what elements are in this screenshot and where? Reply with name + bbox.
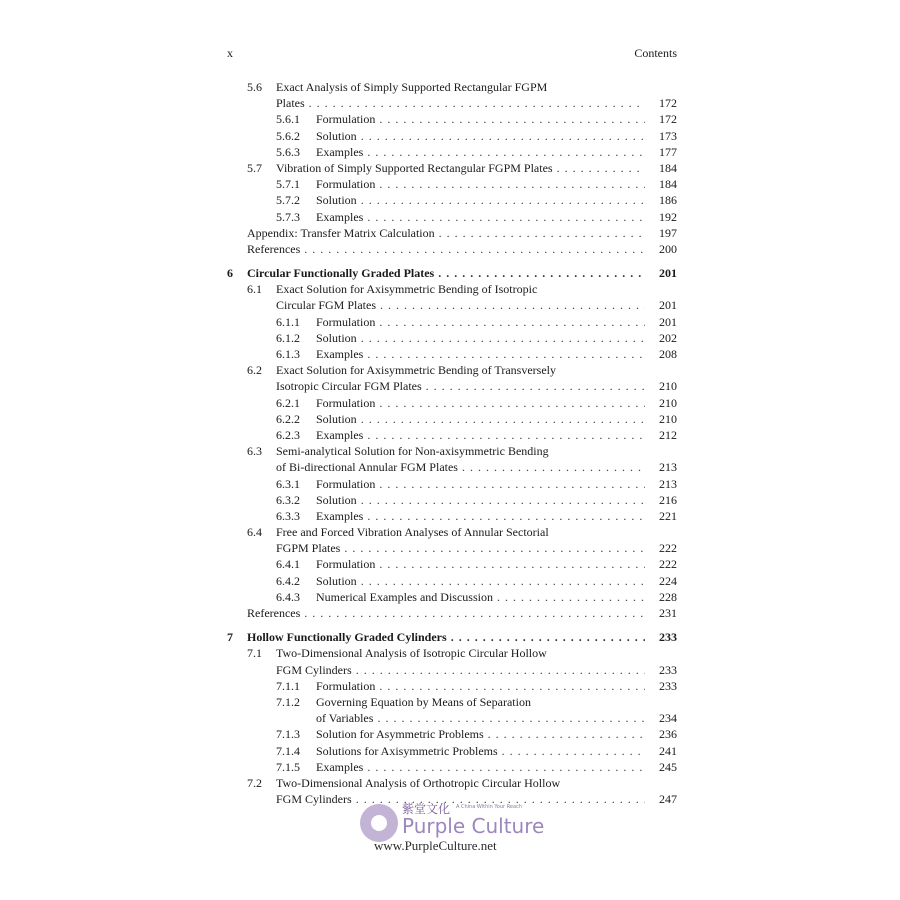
toc-entry-title: FGM Cylinders [276, 792, 352, 807]
toc-entry-title: Examples [316, 759, 364, 774]
dot-leader [377, 710, 645, 726]
toc-entry-row[interactable] [227, 443, 677, 459]
toc-page-number: 172 [659, 96, 677, 111]
dot-leader [304, 605, 645, 621]
dot-leader [367, 508, 645, 524]
chapter-gap [227, 621, 677, 629]
dot-leader [344, 540, 645, 556]
toc-page-number: 241 [659, 743, 677, 758]
toc-page-number: 224 [659, 573, 677, 588]
toc-page-number: 197 [659, 225, 677, 240]
page-header [227, 46, 677, 64]
dot-leader [367, 346, 645, 362]
watermark-slogan: A China Within Your Reach [456, 804, 522, 810]
toc-entry-row[interactable] [227, 492, 677, 508]
toc-entry-title: Solution [316, 573, 357, 588]
dot-leader [557, 160, 645, 176]
dot-leader [379, 678, 645, 694]
toc-entry-title: Solutions for Axisymmetric Problems [316, 743, 498, 758]
toc-entry-number: 7.1 [247, 646, 262, 661]
toc-page-number: 202 [659, 330, 677, 345]
toc-entry-title: Two-Dimensional Analysis of Isotropic Circular Hollow [276, 646, 547, 661]
toc-entry-number: 6.1.3 [276, 347, 300, 361]
toc-entry-number: 6 [227, 266, 233, 281]
dot-leader [379, 111, 645, 127]
toc-entry-number: 5.6.1 [276, 112, 300, 127]
toc-page-number: 236 [659, 727, 677, 742]
toc-entry-row[interactable] [227, 95, 677, 111]
toc-entry-number: 6.3.2 [276, 492, 300, 507]
toc-entry-row[interactable] [227, 775, 677, 791]
toc-entry-title: Governing Equation by Means of Separation [316, 694, 531, 709]
watermark-logo-icon [360, 804, 398, 842]
toc-entry-title: Two-Dimensional Analysis of Orthotropic Circular Hollow [276, 775, 561, 790]
dot-leader [361, 192, 645, 208]
toc-entry-row[interactable] [227, 297, 677, 313]
toc-entry-row[interactable] [227, 160, 677, 176]
toc-entry-row[interactable] [227, 225, 677, 241]
toc-entry-title: FGPM Plates [276, 541, 341, 556]
toc-entry-title: Solution [316, 411, 357, 426]
toc-entry-row[interactable] [227, 589, 677, 605]
toc-entry-number: 5.6.2 [276, 128, 300, 143]
toc-page-number: 228 [659, 589, 677, 604]
toc-entry-number: 6.4.1 [276, 557, 300, 572]
watermark-brand: Purple Culture [402, 814, 545, 838]
watermark-chinese: 紫堂文化 [402, 802, 451, 816]
toc-entry-row[interactable] [227, 524, 677, 540]
dot-leader [367, 209, 645, 225]
toc-entry-row[interactable] [227, 459, 677, 475]
toc-entry-title: Exact Solution for Axisymmetric Bending of Isotropic [276, 282, 538, 297]
toc-page-number: 213 [659, 476, 677, 491]
dot-leader [361, 573, 645, 589]
toc-entry-row[interactable] [227, 694, 677, 710]
toc-page-number: 200 [659, 241, 677, 256]
toc-entry-number: 6.1 [247, 282, 262, 297]
toc-entry-number: 6.2.1 [276, 395, 300, 410]
toc-entry-title: Free and Forced Vibration Analyses of Annular Sectorial [276, 525, 549, 540]
toc-page-number: 221 [659, 508, 677, 523]
toc-entry-row[interactable] [227, 743, 677, 759]
dot-leader [356, 662, 645, 678]
dot-leader [379, 395, 645, 411]
toc-chapter-row[interactable] [227, 265, 677, 281]
toc-page-number: 192 [659, 209, 677, 224]
toc-entry-number: 7.1.3 [276, 727, 300, 742]
toc-entry-number: 6.1.1 [276, 314, 300, 329]
toc-entry-number: 6.4.2 [276, 573, 300, 588]
toc-page-number: 201 [659, 298, 677, 313]
table-of-contents [227, 79, 677, 807]
toc-entry-number: 7.1.2 [276, 694, 300, 709]
toc-entry-title: FGM Cylinders [276, 662, 352, 677]
toc-entry-row[interactable] [227, 605, 677, 621]
toc-entry-title: Solution [316, 128, 357, 143]
toc-entry-title: Examples [316, 508, 364, 523]
toc-page-number: 184 [659, 160, 677, 175]
toc-entry-number: 6.2.2 [276, 411, 300, 426]
toc-entry-row[interactable] [227, 573, 677, 589]
toc-entry-row[interactable] [227, 726, 677, 742]
toc-entry-number: 7.1.5 [276, 759, 300, 774]
toc-entry-row[interactable] [227, 662, 677, 678]
dot-leader [361, 492, 645, 508]
toc-page-number: 210 [659, 411, 677, 426]
toc-entry-title: Plates [276, 96, 305, 111]
dot-leader [361, 128, 645, 144]
toc-entry-number: 6.3 [247, 444, 262, 459]
toc-page-number: 210 [659, 395, 677, 410]
toc-entry-title: Solution [316, 492, 357, 507]
toc-entry-number: 7.1.1 [276, 678, 300, 693]
toc-entry-title: References [247, 241, 301, 256]
toc-entry-row[interactable] [227, 241, 677, 257]
toc-entry-row[interactable] [227, 209, 677, 225]
toc-chapter-row[interactable] [227, 629, 677, 645]
toc-entry-row[interactable] [227, 411, 677, 427]
toc-page-number: 216 [659, 492, 677, 507]
toc-entry-row[interactable] [227, 176, 677, 192]
dot-leader [380, 297, 645, 313]
toc-entry-title: Examples [316, 347, 364, 361]
toc-entry-number: 5.7.2 [276, 193, 300, 208]
toc-page-number: 233 [659, 678, 677, 693]
toc-page-number: 184 [659, 177, 677, 192]
toc-entry-row[interactable] [227, 540, 677, 556]
dot-leader [379, 176, 645, 192]
toc-entry-row[interactable] [227, 645, 677, 661]
dot-leader [438, 265, 645, 281]
toc-page-number: 172 [659, 112, 677, 127]
toc-entry-title: Appendix: Transfer Matrix Calculation [247, 225, 435, 240]
toc-entry-number: 5.6 [247, 80, 262, 94]
dot-leader [379, 314, 645, 330]
toc-entry-number: 7.2 [247, 775, 262, 790]
dot-leader [502, 743, 645, 759]
toc-entry-number: 5.7.3 [276, 209, 300, 224]
toc-entry-title: Formulation [316, 678, 376, 693]
toc-entry-number: 5.7.1 [276, 177, 300, 192]
toc-entry-title: Circular Functionally Graded Plates [247, 266, 435, 281]
toc-entry-title: Semi-analytical Solution for Non-axisymmetric Bending [276, 444, 549, 459]
toc-entry-title: Examples [316, 209, 364, 224]
toc-page-number: 177 [659, 144, 677, 159]
toc-entry-number: 5.7 [247, 160, 262, 175]
toc-page-number: 201 [659, 266, 677, 281]
toc-page-number: 201 [659, 314, 677, 329]
toc-entry-title: of Bi-directional Annular FGM Plates [276, 460, 458, 475]
chapter-gap [227, 257, 677, 265]
dot-leader [304, 241, 645, 257]
toc-page-number: 233 [659, 630, 677, 645]
toc-page-number: 213 [659, 460, 677, 475]
toc-entry-number: 6.4 [247, 525, 262, 540]
toc-page-number: 186 [659, 193, 677, 208]
toc-entry-row[interactable] [227, 144, 677, 160]
toc-entry-number: 6.1.2 [276, 330, 300, 345]
toc-entry-title: Isotropic Circular FGM Plates [276, 379, 422, 394]
toc-entry-row[interactable] [227, 378, 677, 394]
toc-entry-row[interactable] [227, 362, 677, 378]
dot-leader [497, 589, 645, 605]
toc-page-number: 208 [659, 347, 677, 361]
toc-entry-title: Exact Analysis of Simply Supported Rectangular FGPM [276, 80, 548, 94]
dot-leader [367, 427, 645, 443]
toc-entry-number: 6.4.3 [276, 589, 300, 604]
toc-entry-row[interactable] [227, 111, 677, 127]
toc-page-number: 234 [659, 711, 677, 726]
toc-entry-row[interactable] [227, 476, 677, 492]
toc-entry-title: of Variables [316, 711, 374, 726]
dot-leader [367, 759, 645, 775]
toc-entry-number: 6.3.3 [276, 508, 300, 523]
dot-leader [361, 330, 645, 346]
dot-leader [439, 225, 645, 241]
dot-leader [379, 476, 645, 492]
toc-entry-title: Circular FGM Plates [276, 298, 376, 313]
toc-entry-title: Solution [316, 330, 357, 345]
toc-entry-title: References [247, 606, 301, 620]
toc-entry-title: Examples [316, 427, 364, 442]
toc-entry-row[interactable] [227, 759, 677, 775]
toc-entry-row[interactable] [227, 556, 677, 572]
toc-entry-title: Hollow Functionally Graded Cylinders [247, 630, 447, 645]
toc-page-number: 222 [659, 557, 677, 572]
toc-page-number: 245 [659, 759, 677, 774]
toc-entry-row[interactable] [227, 346, 677, 362]
toc-entry-row[interactable] [227, 192, 677, 208]
dot-leader [309, 95, 645, 111]
toc-entry-number: 5.6.3 [276, 144, 300, 159]
toc-page-number: 231 [659, 606, 677, 620]
watermark [360, 800, 560, 858]
toc-entry-title: Solution for Asymmetric Problems [316, 727, 484, 742]
toc-page-number: 233 [659, 662, 677, 677]
toc-entry-number: 7 [227, 630, 233, 645]
toc-entry-title: Vibration of Simply Supported Rectangular FGPM Plates [276, 160, 553, 175]
toc-entry-title: Formulation [316, 177, 376, 192]
toc-entry-row[interactable] [227, 508, 677, 524]
running-head: Contents [634, 46, 677, 60]
toc-entry-title: Numerical Examples and Discussion [316, 589, 493, 604]
dot-leader [361, 411, 645, 427]
toc-entry-row[interactable] [227, 678, 677, 694]
toc-entry-row[interactable] [227, 710, 677, 726]
dot-leader [488, 726, 645, 742]
toc-entry-title: Formulation [316, 112, 376, 127]
toc-page-number: 247 [659, 792, 677, 807]
dot-leader [426, 378, 645, 394]
toc-entry-title: Formulation [316, 476, 376, 491]
toc-entry-title: Exact Solution for Axisymmetric Bending of Transversely [276, 363, 556, 378]
toc-page-number: 210 [659, 379, 677, 394]
dot-leader [379, 556, 645, 572]
toc-entry-row[interactable] [227, 281, 677, 297]
toc-entry-title: Examples [316, 144, 364, 159]
page-number: x [227, 46, 233, 60]
watermark-url: www.PurpleCulture.net [374, 838, 497, 853]
toc-entry-row[interactable] [227, 395, 677, 411]
toc-entry-title: Formulation [316, 557, 376, 572]
toc-page-number: 222 [659, 541, 677, 556]
toc-entry-row[interactable] [227, 79, 677, 95]
toc-entry-title: Formulation [316, 395, 376, 410]
dot-leader [462, 459, 645, 475]
toc-entry-row[interactable] [227, 427, 677, 443]
dot-leader [451, 629, 645, 645]
toc-entry-row[interactable] [227, 128, 677, 144]
toc-entry-number: 7.1.4 [276, 743, 300, 758]
dot-leader [367, 144, 645, 160]
toc-entry-number: 6.2 [247, 363, 262, 378]
toc-entry-row[interactable] [227, 330, 677, 346]
toc-entry-number: 6.2.3 [276, 427, 300, 442]
toc-entry-number: 6.3.1 [276, 476, 300, 491]
toc-entry-row[interactable] [227, 314, 677, 330]
toc-page-number: 212 [659, 427, 677, 442]
toc-page-number: 173 [659, 128, 677, 143]
toc-entry-title: Solution [316, 193, 357, 208]
toc-entry-title: Formulation [316, 314, 376, 329]
